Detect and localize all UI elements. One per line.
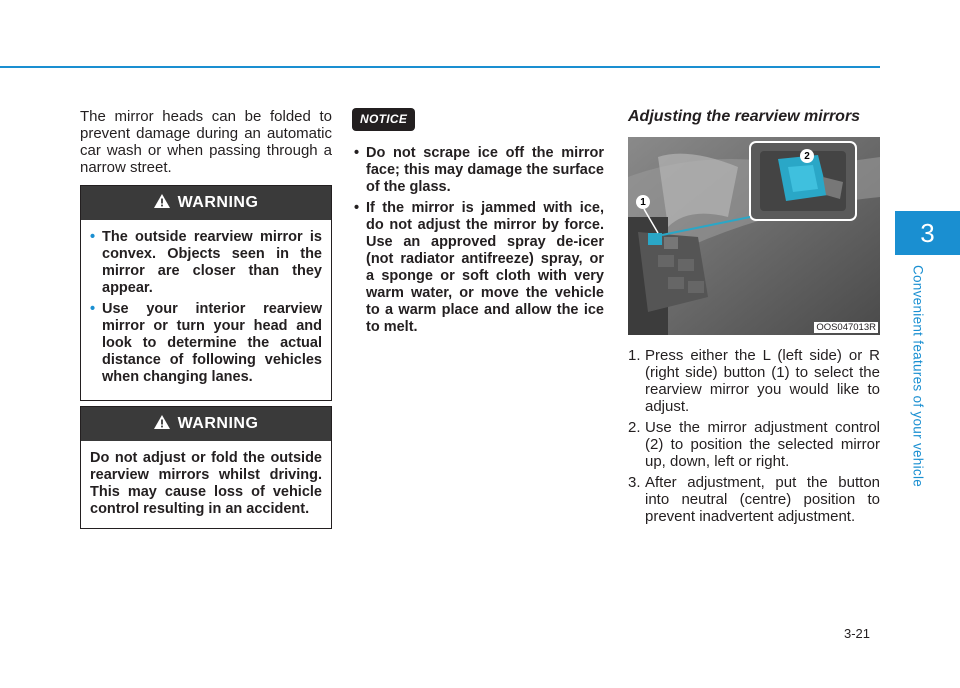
warning-body (81, 441, 331, 528)
left-column (80, 108, 332, 176)
notice-item: • Do not scrape ice off the mirror face; this may damage the surface of the glass. (352, 145, 604, 196)
mirror-control-figure (628, 137, 880, 335)
chapter-title (907, 258, 929, 494)
steps-list (628, 347, 880, 525)
right-column (628, 108, 880, 529)
step-text: Use the mirror adjustment control (2) to position the selected mirror up, down, left or right. (645, 419, 880, 470)
figure-code: OOS047013R (816, 322, 876, 333)
step-text: After adjustment, put the button into neutral (centre) position to prevent inadvertent adjustment. (645, 474, 880, 525)
warning-box-no-adjust-driving (80, 406, 332, 529)
warning-item: • Use your interior rearview mirror or turn your head and look to determine the actual distance of following vehicles when changing lanes. (90, 301, 322, 386)
notice-badge: NOTICE (352, 108, 415, 131)
step-text: Press either the L (left side) or R (right side) button (1) to select the rearview mirror you would like to adjust. (645, 347, 880, 415)
door-panel-illustration (628, 137, 880, 335)
step-number: 2. (628, 419, 641, 436)
warning-title: WARNING (177, 194, 259, 211)
warning-text: Do not adjust or fold the outside rearview mirrors whilst driving. This may cause loss of vehicle control resulting in an accident. (90, 450, 322, 517)
intro-paragraph: The mirror heads can be folded to prevent damage during an automatic car wash or when passing through a narrow street. (80, 108, 332, 176)
header-rule (0, 66, 880, 68)
warning-item: • The outside rearview mirror is convex. Objects seen in the mirror are closer than they appear. (90, 229, 322, 297)
warning-title: WARNING (177, 415, 259, 432)
page-number: 3-21 (844, 626, 871, 641)
notice-item: • If the mirror is jammed with ice, do not adjust the mirror by force. Use an approved spray de-icer (not radiator antifreeze) spray, or a sponge or soft cloth with very warm water, or move the vehicle to a warm place and allow the ice to melt. (352, 200, 604, 336)
chapter-title-text: Convenient features of your vehicle (910, 264, 926, 488)
chapter-tab: 3 (895, 211, 960, 255)
step-item (628, 474, 880, 525)
middle-column (352, 108, 604, 340)
warning-header (81, 186, 331, 220)
warning-triangle-icon (154, 415, 170, 434)
warning-triangle-icon (154, 194, 170, 213)
section-title: Adjusting the rearview mirrors (628, 108, 861, 125)
step-number: 1. (628, 347, 641, 364)
callout-number-1: 1 (636, 195, 650, 209)
warning-body (81, 220, 331, 400)
warning-box-mirror-convex (80, 185, 332, 401)
step-number: 3. (628, 474, 641, 491)
step-item (628, 347, 880, 415)
warning-header (81, 407, 331, 441)
callout-number-2: 2 (800, 149, 814, 163)
notice-list (352, 145, 604, 336)
step-item (628, 419, 880, 470)
